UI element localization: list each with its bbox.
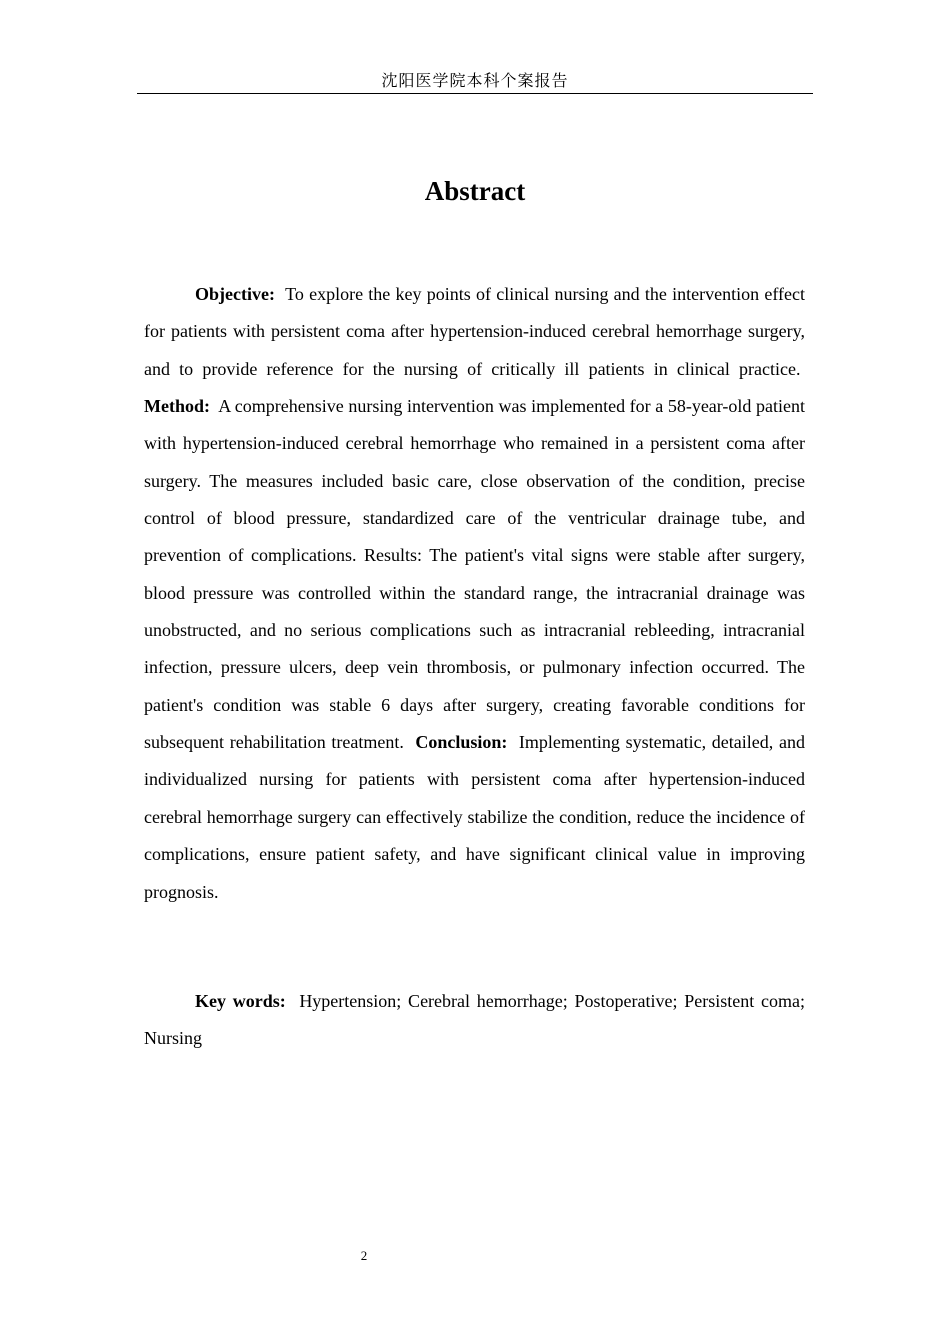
abstract-paragraph — [144, 276, 805, 911]
conclusion-label: Conclusion: — [415, 732, 508, 753]
page-number: 2 — [360, 1248, 368, 1263]
objective-text: To explore the key points of clinical nursing and the intervention effect for patients with persistent coma after hypertension-induced cerebral hemorrhage surgery, and to provide reference for the nursing of critically ill patients in clinical practice. — [144, 284, 805, 379]
method-text: A comprehensive nursing intervention was implemented for a 58-year-old patient with hypertension-induced cerebral hemorrhage who remained in a persistent coma after surgery. The measures included basic care, close observation of the condition, precise control of blood pressure, standardized care of the ventricular drainage tube, and prevention of complications. Results: The patient's vital signs were stable after surgery, blood pressure was controlled within the standard range, the intracranial drainage was unobstructed, and no serious complications such as intracranial rebleeding, intracranial infection, pressure ulcers, deep vein thrombosis, or pulmonary infection occurred. The patient's condition was stable 6 days after surgery, creating favorable conditions for subsequent rehabilitation treatment. — [144, 396, 806, 753]
conclusion-text: Implementing systematic, detailed, and individualized nursing for patients with persistent coma after hypertension-induced cerebral hemorrhage surgery can effectively stabilize the condition, reduce the incidence of complications, ensure patient safety, and have significant clinical value in improving prognosis. — [144, 732, 805, 902]
keywords-paragraph — [144, 983, 805, 1058]
page-title: Abstract — [424, 176, 526, 206]
objective-label: Objective: — [195, 284, 275, 304]
header-divider — [137, 93, 813, 94]
running-header: 沈阳医学院本科个案报告 — [381, 71, 569, 90]
keywords-label: Key words: — [195, 991, 286, 1011]
keywords-text: Hypertension; Cerebral hemorrhage; Postoperative; Persistent coma; Nursing — [144, 991, 806, 1049]
method-label: Method: — [144, 396, 210, 417]
